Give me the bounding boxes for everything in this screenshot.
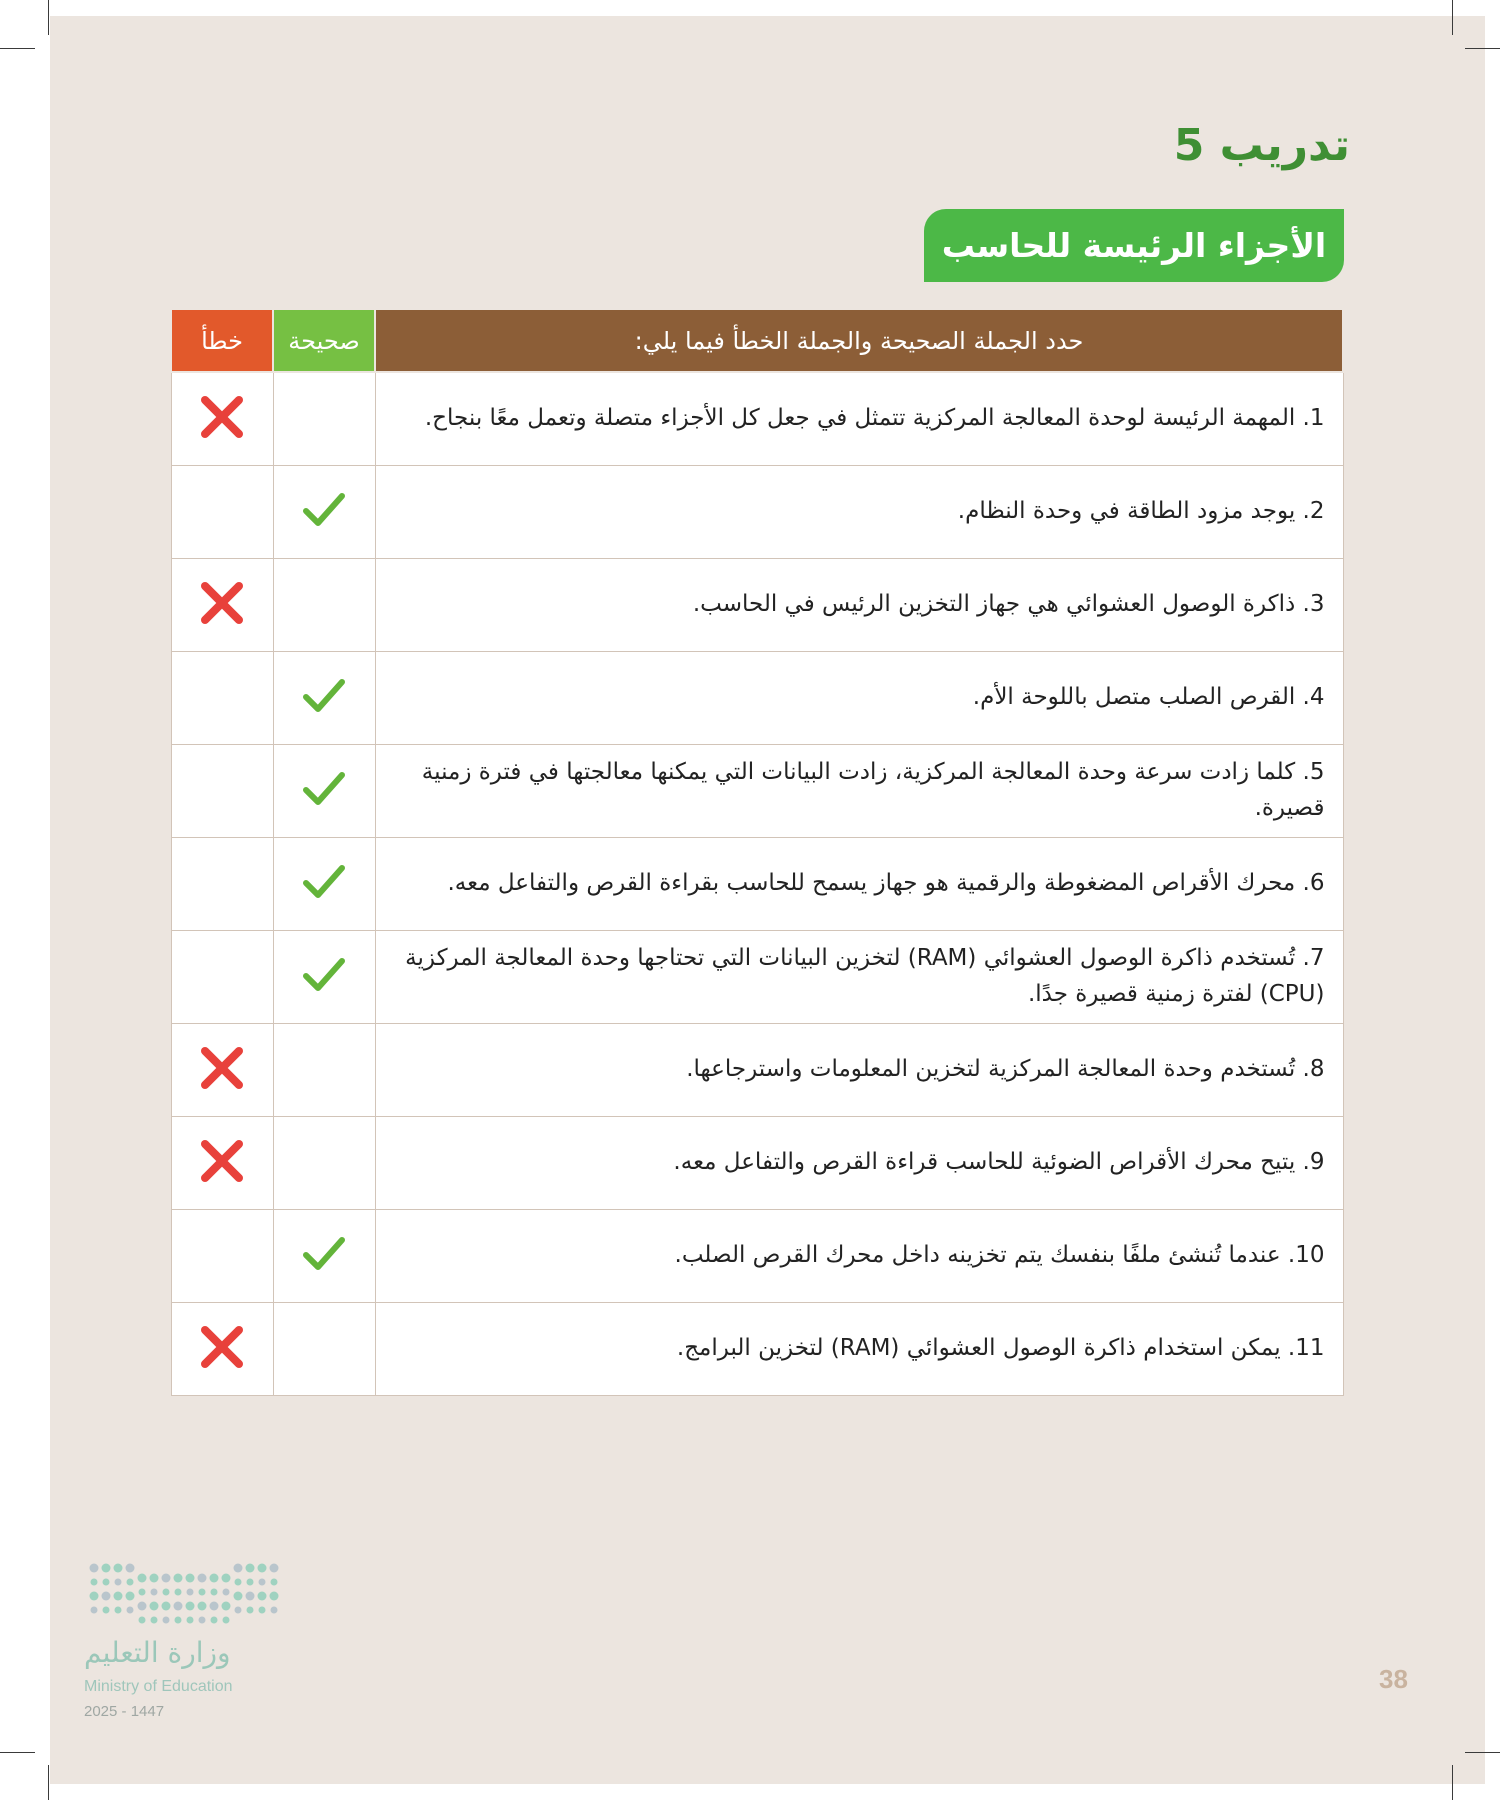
logo-dot xyxy=(174,1602,183,1611)
wrong-cell[interactable] xyxy=(171,466,273,559)
year-label: 2025 - 1447 xyxy=(84,1703,165,1720)
logo-dot xyxy=(162,1574,171,1583)
logo-dot xyxy=(162,1602,171,1611)
logo-dot xyxy=(198,1574,207,1583)
wrong-cell[interactable] xyxy=(171,372,273,466)
logo-dot xyxy=(222,1602,231,1611)
logo-dot xyxy=(114,1592,123,1601)
checkmark-icon xyxy=(302,771,346,807)
logo-dot xyxy=(114,1564,123,1573)
cross-icon xyxy=(199,1138,245,1184)
correct-cell[interactable] xyxy=(273,1024,375,1117)
logo-dot xyxy=(187,1617,194,1624)
logo-dot xyxy=(138,1574,147,1583)
logo-dot xyxy=(247,1607,254,1614)
logo-dot xyxy=(223,1589,230,1596)
question-text: 11. يمكن استخدام ذاكرة الوصول العشوائي (RAM) لتخزين البرامج. xyxy=(375,1303,1343,1396)
question-text: 5. كلما زادت سرعة وحدة المعالجة المركزية، زادت البيانات التي يمكنها معالجتها في فترة زمنية قصيرة. xyxy=(375,745,1343,838)
logo-dot xyxy=(210,1574,219,1583)
logo-dot xyxy=(151,1617,158,1624)
logo-dot xyxy=(90,1564,99,1573)
logo-dot xyxy=(103,1607,110,1614)
logo-dot xyxy=(115,1579,122,1586)
cross-icon xyxy=(199,1324,245,1370)
cross-icon xyxy=(199,580,245,626)
question-text: 7. تُستخدم ذاكرة الوصول العشوائي (RAM) لتخزين البيانات التي تحتاجها وحدة المعالجة المركزية (CPU) لفترة زمنية قصيرة جدًا. xyxy=(375,931,1343,1024)
question-text: 8. تُستخدم وحدة المعالجة المركزية لتخزين المعلومات واسترجاعها. xyxy=(375,1024,1343,1117)
logo-dot xyxy=(222,1574,231,1583)
ministry-name-english: Ministry of Education xyxy=(84,1678,233,1695)
logo-dot xyxy=(127,1607,134,1614)
logo-dot xyxy=(234,1564,243,1573)
logo-dot xyxy=(90,1592,99,1601)
table-row xyxy=(171,559,1343,652)
logo-dot xyxy=(102,1592,111,1601)
logo-dot xyxy=(270,1592,279,1601)
logo-dot xyxy=(259,1607,266,1614)
crop-mark xyxy=(48,1765,49,1800)
crop-mark xyxy=(48,0,49,35)
wrong-cell[interactable] xyxy=(171,1024,273,1117)
crop-mark xyxy=(0,1752,35,1753)
logo-dot xyxy=(246,1592,255,1601)
question-text: 1. المهمة الرئيسة لوحدة المعالجة المركزية تتمثل في جعل كل الأجزاء متصلة وتعمل معًا بنجاح. xyxy=(375,372,1343,466)
question-text: 2. يوجد مزود الطاقة في وحدة النظام. xyxy=(375,466,1343,559)
logo-dot xyxy=(211,1617,218,1624)
logo-dot xyxy=(126,1564,135,1573)
wrong-cell[interactable] xyxy=(171,1117,273,1210)
table-row xyxy=(171,745,1343,838)
logo-dot xyxy=(199,1617,206,1624)
correct-cell[interactable] xyxy=(273,559,375,652)
table-row xyxy=(171,1303,1343,1396)
correct-cell[interactable] xyxy=(273,372,375,466)
logo-dot xyxy=(271,1579,278,1586)
checkmark-icon xyxy=(302,1236,346,1272)
header-correct: صحيحة xyxy=(273,309,375,372)
logo-dot xyxy=(234,1592,243,1601)
logo-dot xyxy=(127,1579,134,1586)
logo-dot xyxy=(210,1602,219,1611)
correct-cell[interactable] xyxy=(273,1210,375,1303)
crop-mark xyxy=(0,48,35,49)
logo-dot xyxy=(138,1602,147,1611)
correct-cell[interactable] xyxy=(273,838,375,931)
logo-dot xyxy=(186,1602,195,1611)
correct-cell[interactable] xyxy=(273,745,375,838)
table-row xyxy=(171,652,1343,745)
logo-dot xyxy=(270,1564,279,1573)
logo-dot xyxy=(150,1574,159,1583)
logo-dot xyxy=(103,1579,110,1586)
logo-dot xyxy=(126,1592,135,1601)
table-row xyxy=(171,838,1343,931)
page-number: 38 xyxy=(1379,1664,1408,1694)
logo-dot xyxy=(199,1589,206,1596)
logo-dot xyxy=(235,1579,242,1586)
checkmark-icon xyxy=(302,864,346,900)
logo-dot xyxy=(174,1574,183,1583)
wrong-cell[interactable] xyxy=(171,838,273,931)
question-text: 4. القرص الصلب متصل باللوحة الأم. xyxy=(375,652,1343,745)
crop-mark xyxy=(1452,0,1453,35)
wrong-cell[interactable] xyxy=(171,1210,273,1303)
question-text: 3. ذاكرة الوصول العشوائي هي جهاز التخزين الرئيس في الحاسب. xyxy=(375,559,1343,652)
exercise-table xyxy=(170,308,1344,1396)
logo-dot xyxy=(271,1607,278,1614)
ministry-name-arabic: وزارة التعليم xyxy=(84,1636,231,1669)
wrong-cell[interactable] xyxy=(171,652,273,745)
logo-dot xyxy=(198,1602,207,1611)
cross-icon xyxy=(199,394,245,440)
logo-dot xyxy=(258,1592,267,1601)
logo-dot xyxy=(91,1607,98,1614)
question-text: 6. محرك الأقراص المضغوطة والرقمية هو جهاز يسمح للحاسب بقراءة القرص والتفاعل معه. xyxy=(375,838,1343,931)
logo-dot xyxy=(151,1589,158,1596)
table-row xyxy=(171,1117,1343,1210)
table-row xyxy=(171,1210,1343,1303)
question-text: 9. يتيح محرك الأقراص الضوئية للحاسب قراءة القرص والتفاعل معه. xyxy=(375,1117,1343,1210)
logo-dot xyxy=(211,1589,218,1596)
logo-dot xyxy=(187,1589,194,1596)
table-row xyxy=(171,931,1343,1024)
checkmark-icon xyxy=(302,492,346,528)
correct-cell[interactable] xyxy=(273,1117,375,1210)
logo-dot xyxy=(163,1589,170,1596)
wrong-cell[interactable] xyxy=(171,1303,273,1396)
logo-dot xyxy=(235,1607,242,1614)
exercise-title: تدريب 5 xyxy=(1173,120,1350,171)
logo-dot xyxy=(259,1579,266,1586)
question-text: 10. عندما تُنشئ ملفًا بنفسك يتم تخزينه داخل محرك القرص الصلب. xyxy=(375,1210,1343,1303)
table-row xyxy=(171,466,1343,559)
logo-dot xyxy=(139,1589,146,1596)
correct-cell[interactable] xyxy=(273,652,375,745)
crop-mark xyxy=(1452,1765,1453,1800)
wrong-cell[interactable] xyxy=(171,559,273,652)
logo-dot xyxy=(186,1574,195,1583)
logo-dot xyxy=(223,1617,230,1624)
crop-mark xyxy=(1465,48,1500,49)
correct-cell[interactable] xyxy=(273,931,375,1024)
logo-dot xyxy=(150,1602,159,1611)
correct-cell[interactable] xyxy=(273,1303,375,1396)
header-question: حدد الجملة الصحيحة والجملة الخطأ فيما يلي: xyxy=(375,309,1343,372)
table-header-row xyxy=(171,309,1343,372)
cross-icon xyxy=(199,1045,245,1091)
logo-dot xyxy=(91,1579,98,1586)
section-banner: الأجزاء الرئيسة للحاسب xyxy=(924,209,1344,282)
logo-dot xyxy=(139,1617,146,1624)
checkmark-icon xyxy=(302,678,346,714)
correct-cell[interactable] xyxy=(273,466,375,559)
checkmark-icon xyxy=(302,957,346,993)
logo-dot xyxy=(175,1617,182,1624)
logo-dot xyxy=(115,1607,122,1614)
header-wrong: خطأ xyxy=(171,309,273,372)
table-row xyxy=(171,1024,1343,1117)
wrong-cell[interactable] xyxy=(171,931,273,1024)
logo-dot xyxy=(102,1564,111,1573)
wrong-cell[interactable] xyxy=(171,745,273,838)
logo-dot xyxy=(258,1564,267,1573)
logo-dot xyxy=(163,1617,170,1624)
logo-dot xyxy=(247,1579,254,1586)
logo-dot xyxy=(246,1564,255,1573)
crop-mark xyxy=(1465,1752,1500,1753)
logo-dot xyxy=(175,1589,182,1596)
table-row xyxy=(171,372,1343,466)
